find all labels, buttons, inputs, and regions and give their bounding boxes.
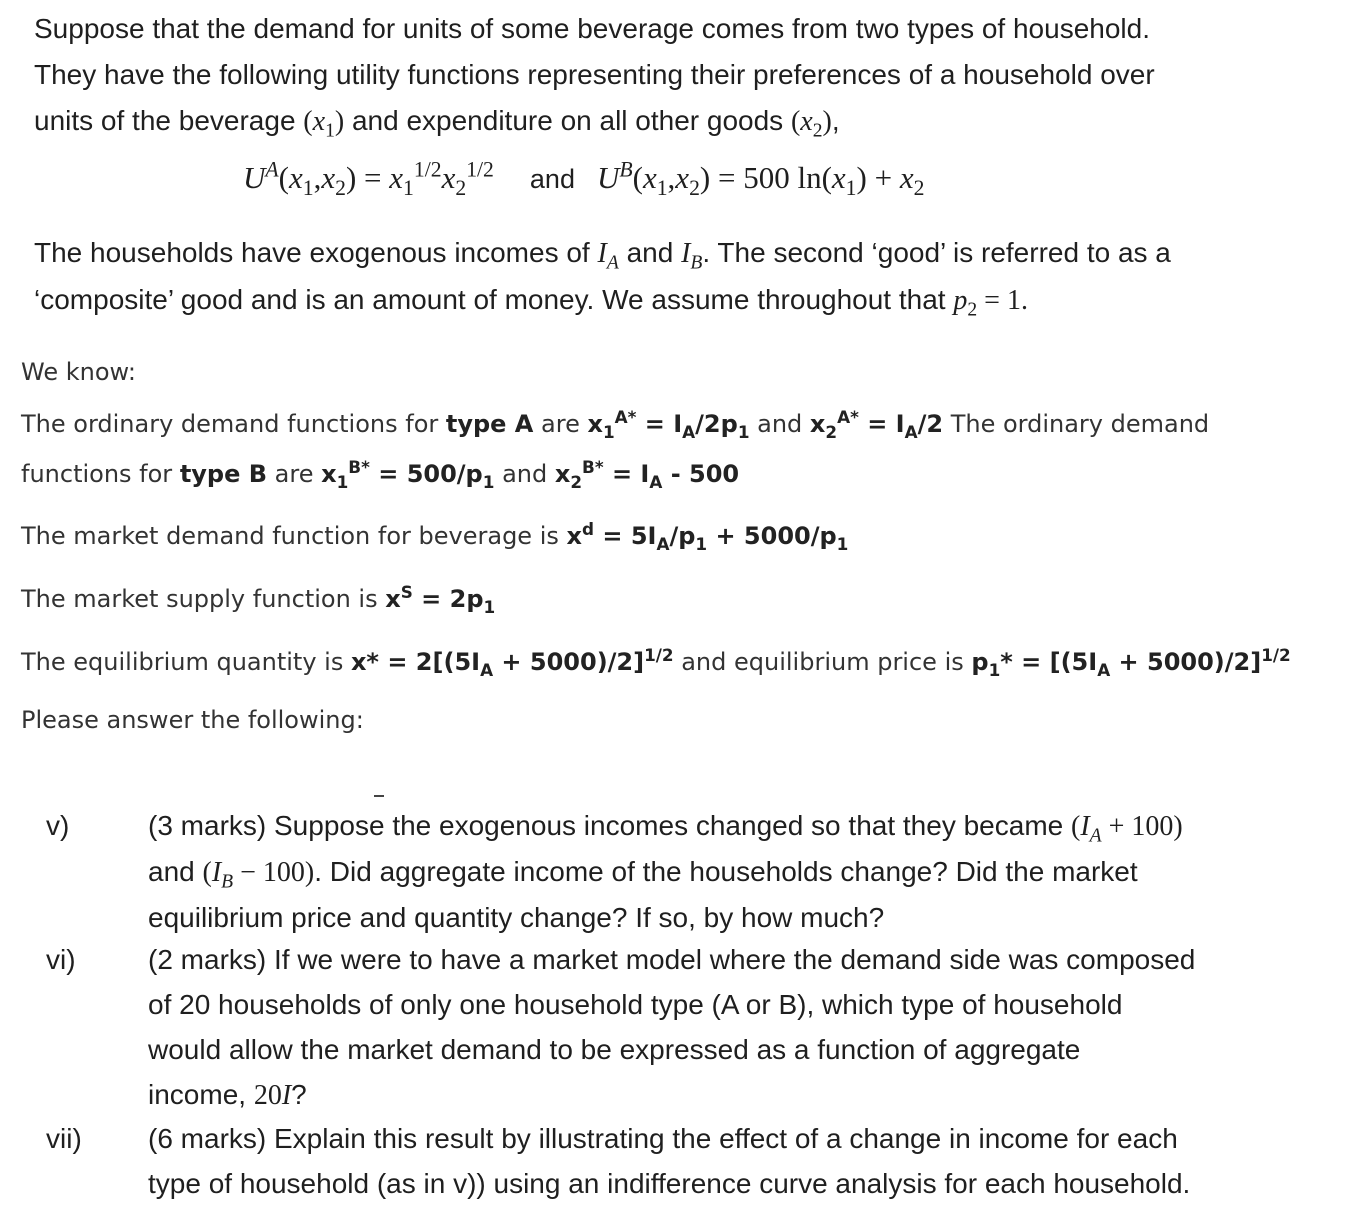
question-vii (0, 1116, 1367, 1208)
intro-line-2: They have the following utility functions representing their preferences of a household over (34, 59, 1155, 90)
incomes-paragraph (34, 230, 1344, 324)
intro-paragraph (34, 6, 1344, 145)
utility-equations: $U^A(x_1,x_2) = x_1^{1/2}x_2^{1/2}$ and $U^B(x_1,x_2) = 500$ $\ln(x_1) + x_2$ (243, 157, 925, 201)
question-number: vi) (46, 944, 76, 975)
we-know-heading: We know: (21, 358, 136, 386)
question-v (0, 803, 1367, 938)
intro-line-1: Suppose that the demand for units of some beverage comes from two types of household. (34, 13, 1150, 44)
demand-b-line: functions for type B are $x_1^{B*} = 500/p_1$ and $x_2^{B*} = I_A - 500$ (21, 457, 740, 492)
question-text: (3 marks) Suppose the exogenous incomes changed so that they became $(I_A + 100)$ and $(I_B - 100)$. Did aggregate income of the households change? Did the market equilibrium price and quantity change? If so, by how much? (148, 810, 1183, 933)
incomes-line-2: ‘composite’ good and is an amount of money. We assume throughout that $p_2 = 1$. (34, 284, 1028, 321)
stray-mark (374, 795, 384, 797)
question-number: v) (46, 810, 70, 841)
question-text: (6 marks) Explain this result by illustrating the effect of a change in income for each type of household (as in v)) using an indifference curve analysis for each household. (148, 1123, 1191, 1199)
intro-line-3: units of the beverage $(x_1)$ and expenditure on all other goods $(x_2)$, (34, 105, 840, 142)
market-demand-line: The market demand function for beverage is $x^d = 5I_A/p_1 + 5000/p_1$ (21, 519, 849, 554)
please-answer-line: Please answer the following: (21, 706, 364, 734)
market-supply-line: The market supply function is $x^S = 2p_1$ (21, 582, 496, 617)
question-text: (2 marks) If we were to have a market model where the demand side was composed of 20 households of only one household type (A or B), which type of household would allow the market demand to be expressed as a function of aggregate income, 20I? (148, 944, 1196, 1111)
question-number: vii) (46, 1123, 82, 1154)
incomes-line-1: The households have exogenous incomes of $I_A$ and $I_B$. The second ‘good’ is referred to as a (34, 237, 1171, 274)
question-vi (0, 937, 1367, 1117)
equilibrium-line: The equilibrium quantity is $x* = 2[(5I_A + 5000)/2]^{1/2}$ and equilibrium price is $p_1* = [(5I_A + 5000)/2]^{1/2}$ (21, 645, 1291, 680)
demand-a-line: The ordinary demand functions for type A are $x_1^{A*} = I_A/2p_1$ and $x_2^{A*} = I_A/2$ The ordinary demand (21, 407, 1210, 442)
